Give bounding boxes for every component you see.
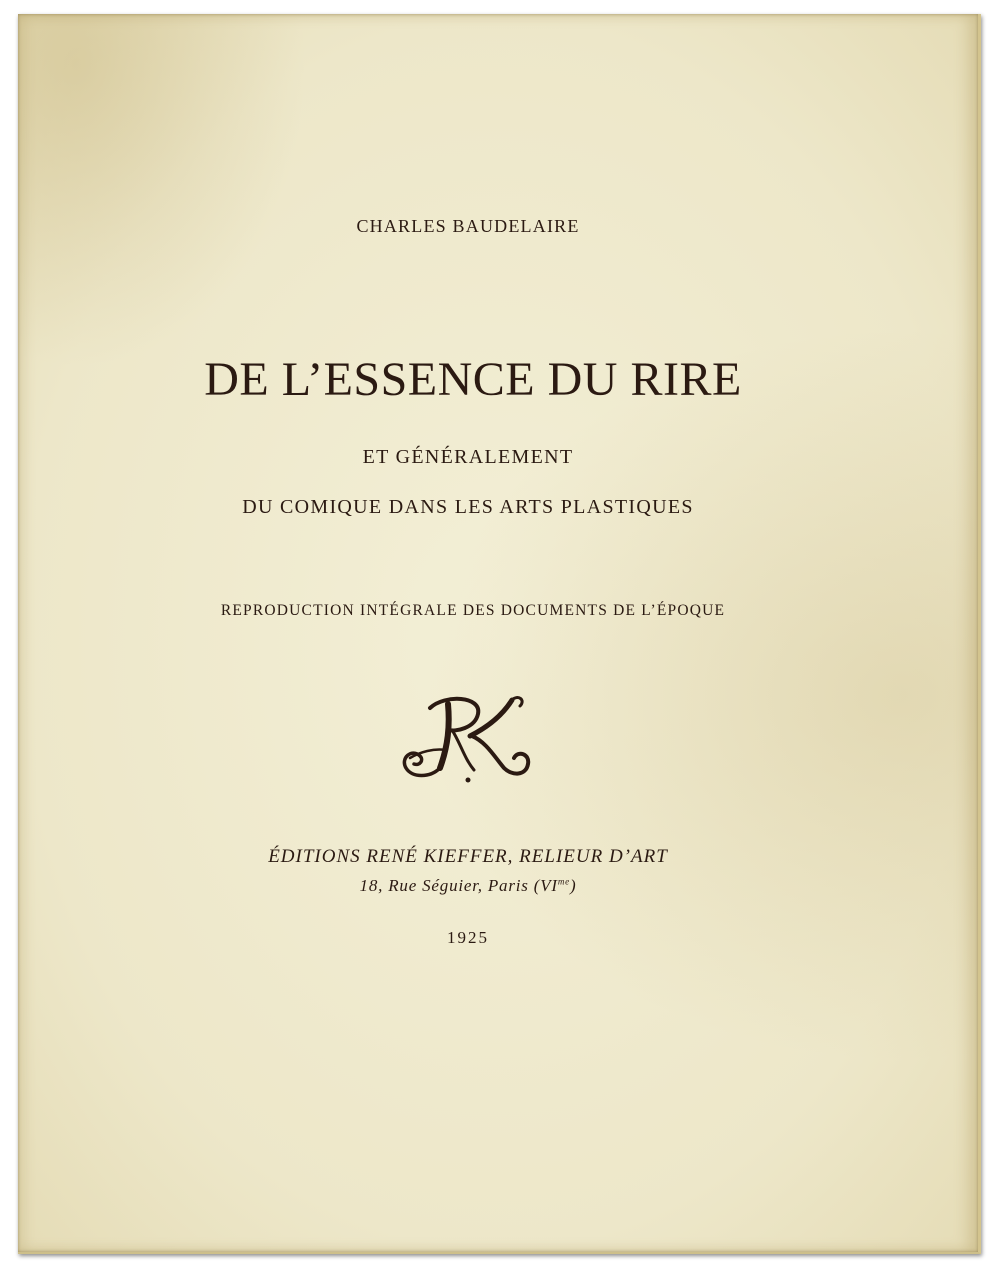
author-name: CHARLES BAUDELAIRE [356, 216, 580, 236]
publisher-address [308, 876, 628, 896]
rk-monogram-icon [390, 686, 540, 786]
subtitle-line-2: DU COMIQUE DANS LES ARTS PLASTIQUES [242, 496, 694, 518]
address-closing: ) [569, 876, 577, 895]
address-text: 18, Rue Séguier, Paris (VI [359, 876, 558, 895]
book-title: DE L’ESSENCE DU RIRE [204, 353, 742, 406]
publication-year: 1925 [447, 928, 489, 947]
title-page [18, 14, 981, 1254]
reproduction-note: REPRODUCTION INTÉGRALE DES DOCUMENTS DE L’ÉPOQUE [220, 602, 726, 619]
publisher-name: ÉDITIONS RENÉ KIEFFER, RELIEUR D’ART [268, 846, 668, 867]
subtitle-line-1: ET GÉNÉRALEMENT [362, 446, 574, 468]
address-superscript: me [557, 876, 570, 887]
